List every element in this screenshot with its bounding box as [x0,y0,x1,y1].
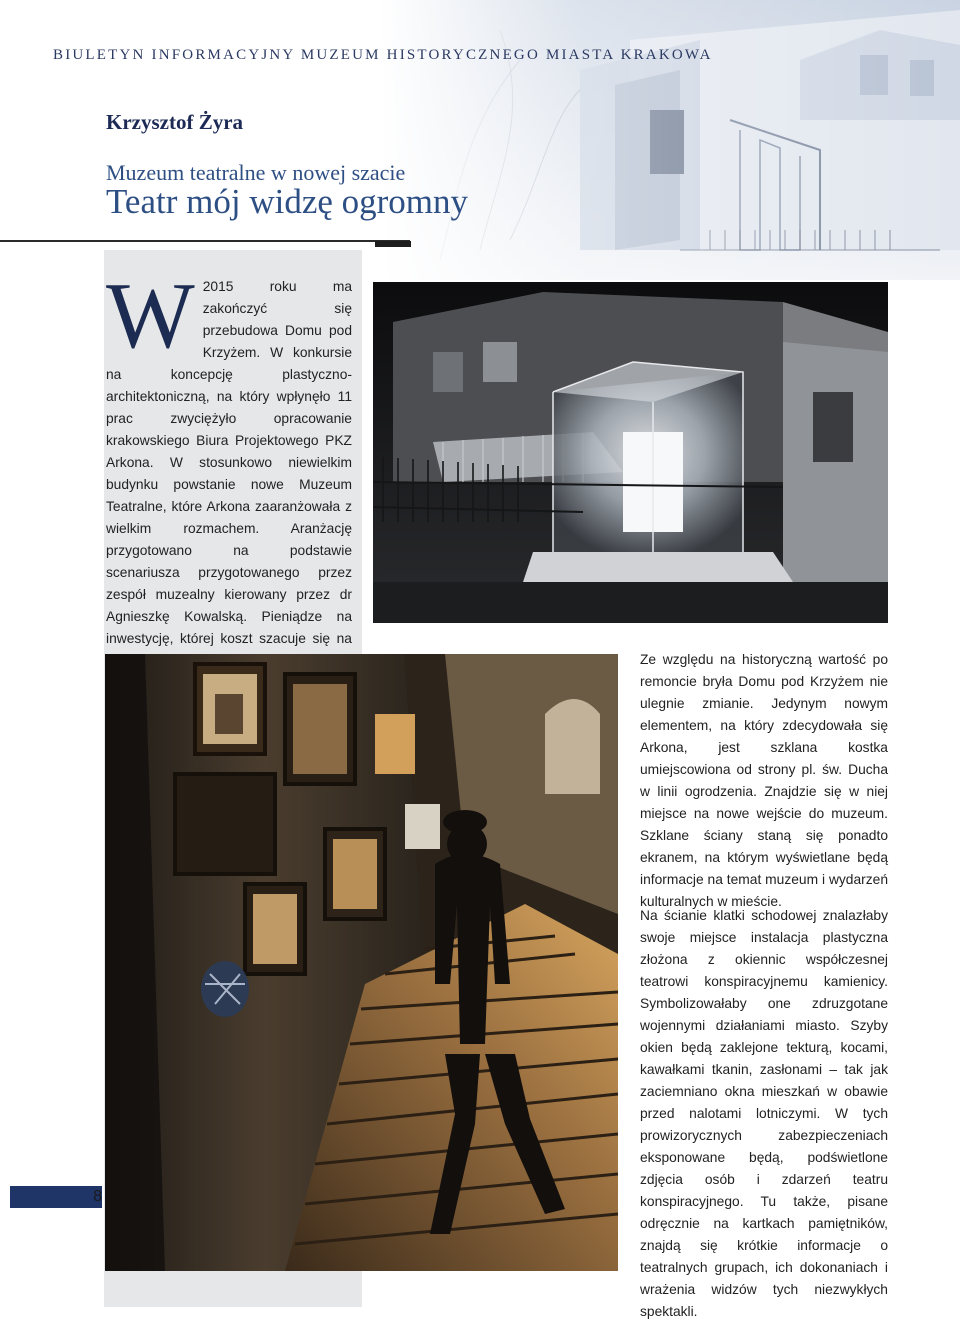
right-paragraph-2: Na ścianie klatki schodowej znalazłaby swoje miejsce instalacja plastyczna złożona z okiennic współczesnej teatrowi konspiracyjnemu kamienicy. Symbolizowałaby one zdruzgotane wojennymi działaniami miasto. Szyby okien będą zaklejone tekturą, kocami, kawałkami tkanin, zasłonami – tak jak zaciemniano okna mieszkań w obawie przed nalotami lotniczymi. W tych prowizorycznych zabezpieczeniach eksponowane będą, podświetlone zdjęcia osób i zdarzeń teatru konspiracyjnego. Tu także, pisane odręcznie na kartkach pamiętników, znajdą się krótkie informacje o teatralnych grupach, ich dokonaniach i wrażenia widzów tych niezwykłych spektakli. [640,908,888,1319]
page-number-text: 8 [93,1188,102,1205]
header-building-illustration [380,0,960,280]
drop-cap: W [106,264,195,368]
header-rule-tab [375,241,411,247]
article-title: Teatr mój widzę ogromny [106,182,469,221]
article-subtitle: Muzeum teatralne w nowej szacie [106,160,406,185]
series-title: BIULETYN INFORMACYJNY MUZEUM HISTORYCZNEGO MIASTA KRAKOWA [53,47,713,63]
header-rule [0,240,410,242]
glass-cube-render-photo [373,282,888,623]
author-name: Krzysztof Żyra [106,110,244,134]
page-number [10,1186,110,1208]
lead-text: 2015 roku ma zakończyć się przebudowa Domu pod Krzyżem. W konkursie na koncepcję plastyczno-architektoniczną, na który wpłynęło 11 prac zwyciężyło opracowanie krakowskiego Biura Projektowego PKZ Arkona. W stosunkowo niewielkim budynku powstanie nowe Muzeum Teatralne, które Arkona zaaranżowała z wielkim rozmachem. Aranżację przygotowano na podstawie scenariusza przygotowanego przez zespół muzealny kierowany przez dr Agnieszkę Kowalską. Pieniądze na inwestycję, której koszt szacuje się na [106,279,352,646]
right-paragraph-1: Ze względu na historyczną wartość po remoncie bryła Domu pod Krzyżem nie ulegnie zmianie. Jedynym nowym elementem, na który zdecydowała się Arkona, jest szklana kostka umiejscowiona od strony pl. św. Ducha w linii ogrodzenia. Znajdzie się w niej miejsce na nowe wejście do muzeum. Szklane ściany staną się ponadto ekranem, na którym wyświetlane będą informacje na temat muzeum i wydarzeń kulturalnych w mieście. [640,652,888,909]
staircase-installation-photo [105,654,618,1271]
lead-paragraph [106,264,352,694]
